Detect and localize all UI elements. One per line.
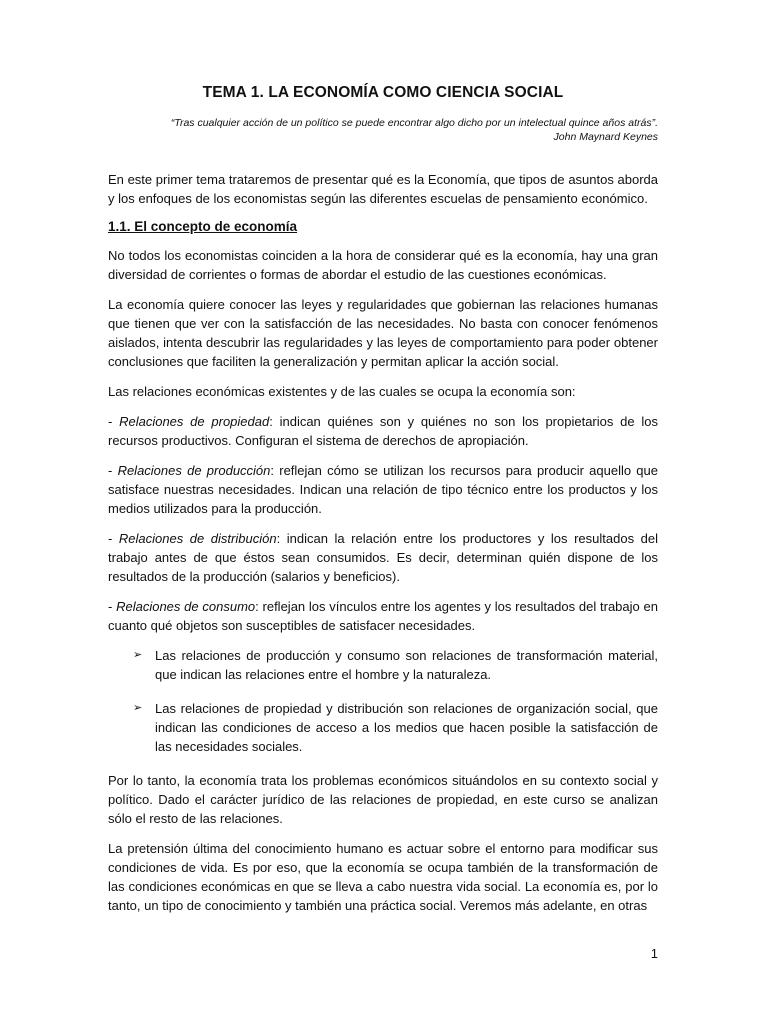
relation-dash: - <box>108 531 119 546</box>
epigraph <box>108 116 658 144</box>
relation-produccion <box>108 461 658 518</box>
intro-paragraph: En este primer tema trataremos de presentar qué es la Economía, que tipos de asuntos aborda y los enfoques de los economistas según las diferentes escuelas de pensamiento económico. <box>108 172 658 206</box>
paragraph-1: No todos los economistas coinciden a la hora de considerar qué es la economía, hay una gran diversidad de corrientes o formas de abordar el estudio de las cuestiones económicas. <box>108 248 658 282</box>
paragraph-5: La pretensión última del conocimiento humano es actuar sobre el entorno para modificar sus condiciones de vida. Es por eso, que la economía se ocupa también de la transformación de las condiciones económicas en que se lleva a cabo nuestra vida social. La economía es, por lo tanto, un tipo de conocimiento y también una práctica social. Veremos más adelante, en otras <box>108 841 658 913</box>
paragraph-2: La economía quiere conocer las leyes y regularidades que gobiernan las relaciones humanas que tienen que ver con la satisfacción de las necesidades. No basta con conocer fenómenos aislados, intenta descubrir las regularidades y las leyes de comportamiento para poder obtener conclusiones que faciliten la generalización y permitan aplicar la acción social. <box>108 297 658 369</box>
paragraph-3: Las relaciones económicas existentes y de las cuales se ocupa la economía son: <box>108 384 576 399</box>
relation-text: : reflejan los vínculos entre los agentes y los resultados del trabajo en cuanto qué objetos son susceptibles de satisfacer necesidades. <box>108 599 658 633</box>
relation-text: : indican quiénes son y quiénes no son los propietarios de los recursos productivos. Configuran el sistema de derechos de apropiación. <box>108 414 658 448</box>
section-heading: 1.1. El concepto de economía <box>108 219 298 234</box>
relation-distribucion <box>108 529 658 586</box>
bullet-item <box>108 699 658 756</box>
epigraph-author: John Maynard Keynes <box>553 131 658 143</box>
bullet-text: Las relaciones de producción y consumo son relaciones de transformación material, que indican las relaciones entre el hombre y la naturaleza. <box>155 648 658 682</box>
relation-term: Relaciones de producción <box>117 463 271 478</box>
relation-dash: - <box>108 599 117 614</box>
relation-text: : indican la relación entre los productores y los resultados del trabajo antes de que éstos sean consumidos. Es decir, determinan quién dispone de los resultados de la producción (salarios y beneficios). <box>108 531 658 584</box>
epigraph-quote: “Tras cualquier acción de un político se puede encontrar algo dicho por un intelectual quince años atrás”. <box>170 117 658 129</box>
relation-dash: - <box>108 414 120 429</box>
relation-term: Relaciones de propiedad <box>119 414 270 429</box>
relation-dash: - <box>108 463 118 478</box>
relation-term: Relaciones de distribución <box>118 531 277 546</box>
relation-text: : reflejan cómo se utilizan los recursos para producir aquello que satisface nuestras necesidades. Indican una relación de tipo técnico entre los productos y los medios utilizados para la producción. <box>108 463 658 516</box>
document-title: TEMA 1. LA ECONOMÍA COMO CIENCIA SOCIAL <box>202 84 564 101</box>
relation-propiedad <box>108 412 658 450</box>
bullet-list <box>108 646 658 756</box>
arrow-bullet-icon: ➢ <box>133 649 143 661</box>
arrow-bullet-icon: ➢ <box>133 702 143 714</box>
relation-consumo <box>108 597 658 635</box>
bullet-text: Las relaciones de propiedad y distribución son relaciones de organización social, que indican las condiciones de acceso a los medios que hacen posible la satisfacción de las necesidades sociales. <box>155 701 658 754</box>
relation-term: Relaciones de consumo <box>116 599 256 614</box>
page-number: 1 <box>650 946 658 961</box>
bullet-item <box>108 646 658 684</box>
paragraph-4: Por lo tanto, la economía trata los problemas económicos situándolos en su contexto social y político. Dado el carácter jurídico de las relaciones de propiedad, en este curso se analizan sólo el resto de las relaciones. <box>108 773 658 826</box>
